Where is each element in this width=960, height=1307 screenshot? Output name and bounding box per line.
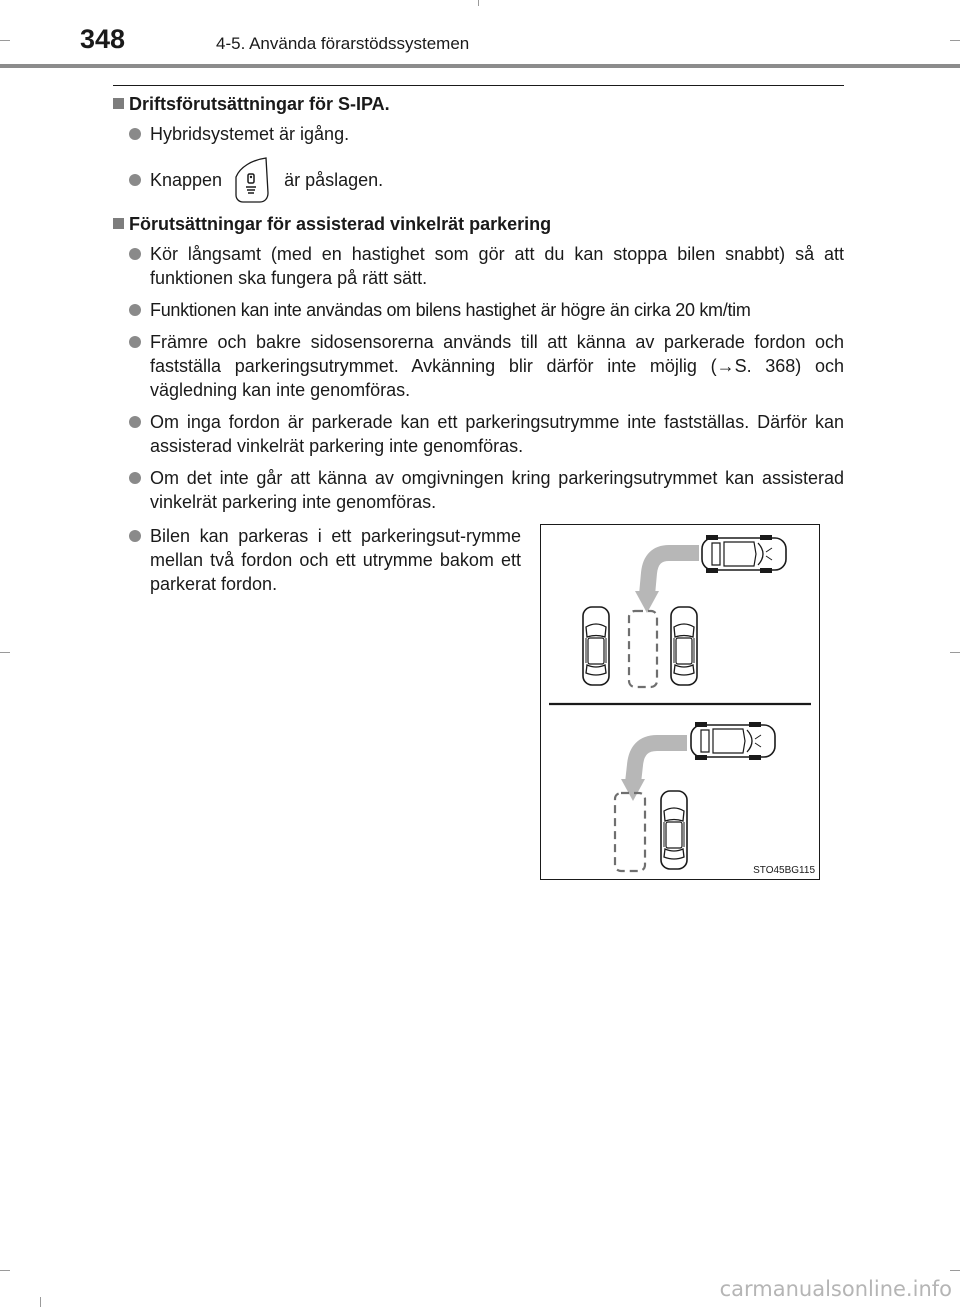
square-bullet-icon	[113, 98, 124, 109]
bullet-dot-icon	[129, 248, 141, 260]
list-item	[113, 122, 844, 146]
header-rule	[113, 85, 844, 86]
figure-caption-bullet	[113, 524, 521, 604]
list-item	[113, 410, 844, 458]
list-item-text: Kör långsamt (med en hastighet som gör att du kan stoppa bilen snabbt) så att funktionen ska fungera på rätt sätt.	[150, 244, 844, 288]
bullet-dot-icon	[129, 336, 141, 348]
crop-mark	[0, 1270, 10, 1271]
bullet-dot-icon	[129, 530, 141, 542]
bullet-dot-icon	[129, 304, 141, 316]
header-band	[0, 64, 960, 68]
bullet-dot-icon	[129, 472, 141, 484]
crop-mark	[950, 652, 960, 653]
section-heading	[113, 212, 844, 236]
list-item	[113, 524, 521, 596]
parking-diagram	[541, 525, 819, 879]
section-heading	[113, 92, 844, 116]
list-item-text: Bilen kan parkeras i ett parkeringsut-rymme mellan två fordon och ett utrymme bakom ett parkerat fordon.	[150, 526, 521, 594]
crop-mark	[0, 652, 10, 653]
crop-mark	[478, 0, 479, 6]
figure-code: STO45BG115	[753, 865, 815, 876]
list-item-text: Knappen	[150, 170, 223, 190]
list-item	[113, 330, 844, 402]
crop-mark	[950, 40, 960, 41]
section-title: 4-5. Använda förarstödssystemen	[216, 34, 470, 53]
bullet-dot-icon	[129, 174, 141, 186]
list-item-text: Om det inte går att känna av omgivningen kring parkeringsutrymmet kan assisterad vinkelrät parkering inte genomföras.	[150, 468, 844, 512]
square-bullet-icon	[113, 218, 124, 229]
bullet-dot-icon	[129, 416, 141, 428]
parking-assist-button-icon	[232, 155, 276, 205]
list-item-text: Funktionen kan inte användas om bilens hastighet är högre än cirka 20 km/tim	[150, 300, 751, 320]
crop-mark	[40, 1297, 41, 1307]
page-number: 348	[80, 24, 126, 54]
bullet-dot-icon	[129, 128, 141, 140]
parking-illustration	[540, 524, 820, 880]
heading-text: Förutsättningar för assisterad vinkelrät parkering	[129, 214, 552, 234]
watermark: carmanualsonline.info	[719, 1277, 952, 1301]
list-item-button	[113, 154, 844, 206]
list-item	[113, 242, 844, 290]
crop-mark	[0, 40, 10, 41]
list-item	[113, 466, 844, 514]
main-content	[113, 92, 844, 522]
heading-text: Driftsförutsättningar för S-IPA.	[129, 94, 390, 114]
crop-mark	[950, 1270, 960, 1271]
list-item-text: Hybridsystemet är igång.	[150, 124, 350, 144]
list-item	[113, 298, 844, 322]
list-item-text: Främre och bakre sidosensorerna används till att känna av parkerade fordon och fastställa parkeringsutrymmet. Avkänning blir därför inte möjlig (→S. 368) och vägledning kan inte genomföras.	[150, 332, 844, 400]
list-item-text: Om inga fordon är parkerade kan ett parkeringsutrymme inte fastställas. Därför kan assisterad vinkelrät parkering inte genomföras.	[150, 412, 844, 456]
list-item-text: är påslagen.	[284, 170, 384, 190]
